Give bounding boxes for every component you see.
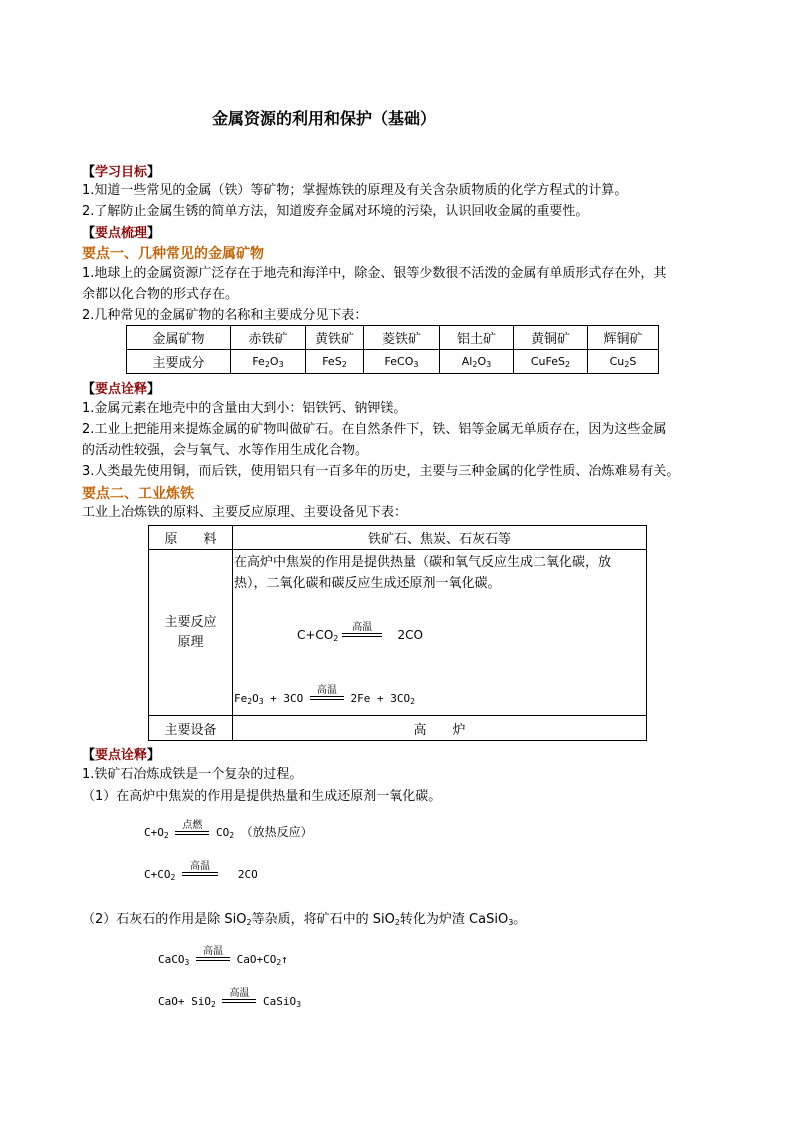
- points-tag: 【要点梳理】: [82, 226, 161, 241]
- goals-tag: 【学习目标】: [82, 165, 161, 180]
- explain2-tag-text: 要点诠释: [95, 748, 148, 763]
- page-title: 金属资源的利用和保护（基础）: [212, 109, 437, 128]
- principle-text-2: 热），二氧化碳和碳反应生成还原剂一氧化碳。: [234, 576, 501, 591]
- condition-high-temp: 高温: [352, 622, 373, 633]
- equation-c-o2: $C+O_2$ 点燃 $CO_2$ （放热反应）: [144, 820, 313, 840]
- ironmaking-table: [148, 525, 647, 741]
- raw-material-value: 铁矿石、焦炭、石灰石等: [233, 526, 647, 550]
- equation-fe2o3-co: $Fe_2O_3 + 3CO$ 高温 $2Fe + 3CO_2$: [234, 685, 415, 706]
- explain1-l1: 1.金属元素在地壳中的含量由大到小：铝铁钙、钠钾镁。: [82, 401, 407, 416]
- section1-p1b: 余都以化合物的形式存在。: [82, 287, 239, 302]
- formula-feco3: FeCO$_3$: [364, 350, 440, 374]
- formula-cufes2: CuFeS$_2$: [514, 350, 588, 374]
- section1-p1a: 1.地球上的金属资源广泛存在于地壳和海洋中，除金、银等少数很不活泼的金属有单质形式存在外，其: [82, 266, 667, 281]
- explain2-l3-part: （2）石灰石的作用是除 SiO: [82, 912, 247, 927]
- formula-cu2s: $Cu_2S$: [588, 350, 659, 374]
- condition-high-temp: 高温: [229, 988, 250, 999]
- exothermic-note: （放热反应）: [240, 825, 313, 839]
- section1-heading: 要点一、几种常见的金属矿物: [82, 246, 264, 262]
- minerals-formula-row: [127, 350, 659, 374]
- minerals-table: [126, 325, 659, 374]
- equipment-label: 主要设备: [149, 716, 233, 741]
- points-tag-text: 要点梳理: [95, 226, 148, 241]
- formula-al2o3: $Al_2O_3$: [440, 350, 514, 374]
- explain1-l2b: 的活动性较强，会与氧气、水等作用生成化合物。: [82, 443, 369, 458]
- mineral-name: 赤铁矿: [231, 326, 306, 350]
- explain2-l3-part: 等杂质，将矿石中的 SiO: [251, 912, 395, 927]
- section1-p2: 2.几种常见的金属矿物的名称和主要成分见下表：: [82, 308, 368, 323]
- goals-line-1: 1.知道一些常见的金属（铁）等矿物；掌握炼铁的原理及有关含杂质物质的化学方程式的计算。: [82, 183, 628, 198]
- raw-material-row: [149, 526, 647, 550]
- principle-row: [149, 550, 647, 716]
- formula-fe2o3: $Fe_2O_3$: [231, 350, 306, 374]
- section2-intro: 工业上冶炼铁的原料、主要反应原理、主要设备见下表：: [82, 505, 408, 520]
- condition-ignite: 点燃: [182, 820, 203, 831]
- principle-cell: [233, 550, 647, 716]
- explain2-l3-part: 。: [513, 912, 527, 927]
- explain2-tag: 【要点诠释】: [82, 748, 161, 763]
- minerals-header-cell: 金属矿物: [127, 326, 231, 350]
- formula-header-cell: 主要成分: [127, 350, 231, 374]
- principle-text-1: 在高炉中焦炭的作用是提供热量（碳和氧气反应生成二氧化碳，放: [234, 555, 612, 570]
- mineral-name: 辉铜矿: [588, 326, 659, 350]
- principle-label-1: 主要反应: [164, 614, 217, 630]
- explain2-l3: （2）石灰石的作用是除 SiO$_2$等杂质，将矿石中的 SiO$_2$转化为炉渣 CaSiO$_3$。: [82, 912, 527, 927]
- mineral-name: 铝土矿: [440, 326, 514, 350]
- equation-c-co2-2: $C+CO_2$ 高温 2CO: [144, 861, 258, 882]
- section2-heading: 要点二、工业炼铁: [82, 486, 194, 502]
- mineral-name: 黄铜矿: [514, 326, 588, 350]
- principle-label: [149, 550, 233, 716]
- condition-high-temp: 高温: [202, 946, 223, 957]
- minerals-name-row: [127, 326, 659, 350]
- equation-cao-sio2: CaO+ SiO$_2$ 高温 CaSiO$_3$: [158, 988, 302, 1009]
- equipment-row: [149, 716, 647, 741]
- explain2-l3-part: 转化为炉渣 CaSiO: [399, 912, 509, 927]
- explain1-l2a: 2.工业上把能用来提炼金属的矿物叫做矿石。在自然条件下，铁、铝等金属无单质存在，因为这些金属: [82, 422, 667, 437]
- mineral-name: 黄铁矿: [306, 326, 364, 350]
- mineral-name: 菱铁矿: [364, 326, 440, 350]
- explain2-l2: （1）在高炉中焦炭的作用是提供热量和生成还原剂一氧化碳。: [82, 789, 442, 804]
- equation-c-co2: $C+CO_2$ 高温 2CO: [297, 622, 423, 643]
- equation-caco3: CaCO$_3$ 高温 $CaO+CO_2↑$: [158, 946, 288, 967]
- equipment-value: 高 炉: [233, 716, 647, 741]
- explain1-tag: 【要点诠释】: [82, 382, 161, 397]
- raw-material-label: 原 料: [149, 526, 233, 550]
- condition-high-temp: 高温: [189, 861, 210, 872]
- goals-line-2: 2.了解防止金属生锈的简单方法，知道废弃金属对环境的污染，认识回收金属的重要性。: [82, 204, 589, 219]
- principle-label-2: 原理: [177, 634, 204, 650]
- explain2-l1: 1.铁矿石冶炼成铁是一个复杂的过程。: [82, 767, 303, 782]
- condition-high-temp: 高温: [316, 685, 337, 696]
- explain1-tag-text: 要点诠释: [95, 382, 148, 397]
- explain1-l3: 3.人类最先使用铜，而后铁，使用铝只有一百多年的历史，主要与三种金属的化学性质、冶炼难易有关。: [82, 464, 680, 479]
- formula-fes2: FeS$_2$: [306, 350, 364, 374]
- goals-tag-text: 学习目标: [95, 165, 148, 180]
